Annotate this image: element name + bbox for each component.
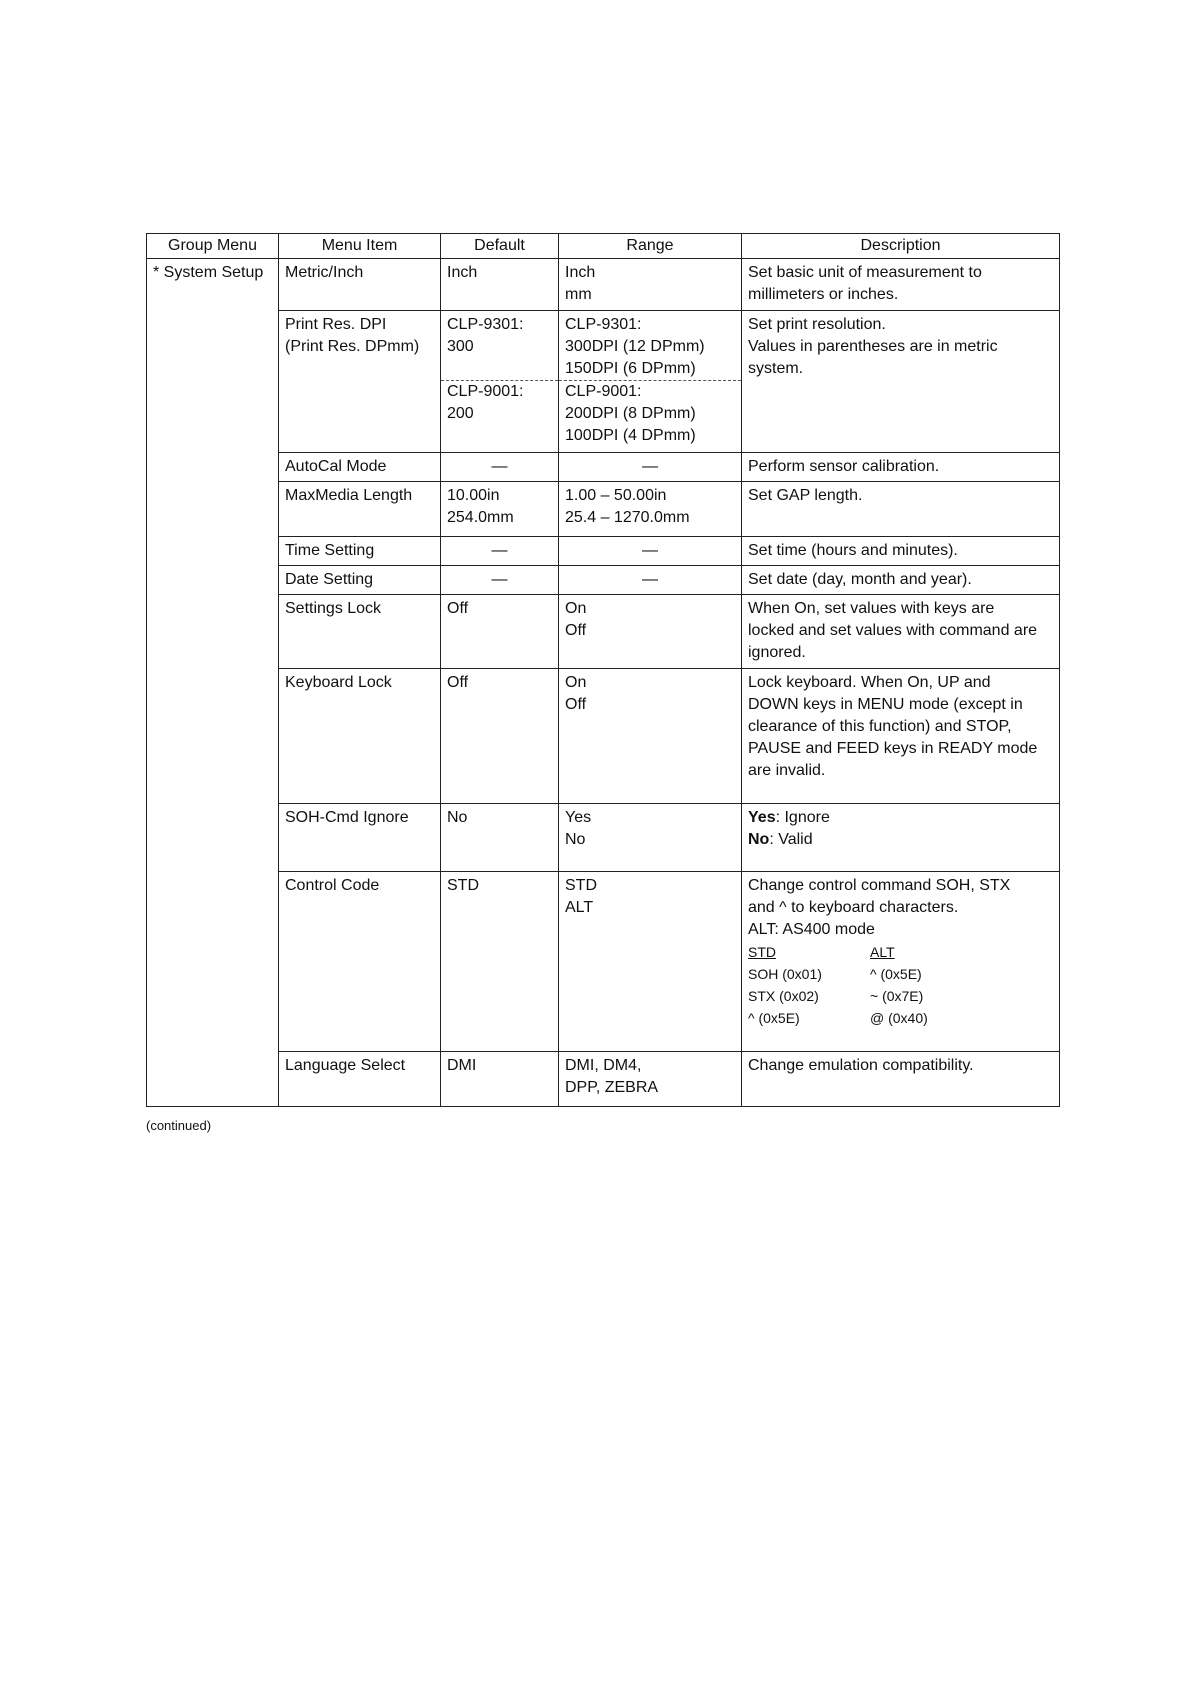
default-value: —: [491, 458, 508, 475]
table-row: [147, 1052, 1060, 1107]
description-cell: [742, 482, 1060, 537]
table-row: [147, 537, 1060, 566]
range-value: Off: [565, 622, 587, 639]
default-value: 10.00in: [447, 487, 500, 504]
description-cell: [742, 566, 1060, 595]
range-value: On: [565, 600, 587, 617]
default-cell: [441, 566, 559, 595]
description-cell: [742, 537, 1060, 566]
item-label: Metric/Inch: [285, 264, 364, 281]
range-value: Off: [565, 696, 587, 713]
mapping-header-alt: ALT: [870, 944, 895, 960]
description-line: millimeters or inches.: [748, 286, 899, 303]
header-menu-item: Menu Item: [279, 234, 441, 259]
table-row: [147, 259, 1060, 311]
default-block-9001: [447, 381, 552, 425]
description-cell: [742, 804, 1060, 872]
range-value: —: [642, 458, 658, 475]
description-line: clearance of this function) and STOP,: [748, 718, 1012, 735]
item-label: MaxMedia Length: [285, 487, 413, 504]
item-label: (Print Res. DPmm): [285, 338, 420, 355]
item-cell: [279, 482, 441, 537]
default-cell: [441, 482, 559, 537]
mapping-header-row: [748, 941, 1053, 963]
range-value: DMI, DM4,: [565, 1057, 642, 1074]
mapping-row: [748, 1007, 1053, 1029]
description-line: locked and set values with command are: [748, 622, 1038, 639]
mapping-std: ^ (0x5E): [748, 1010, 800, 1026]
mapping-alt: @ (0x40): [870, 1010, 928, 1026]
range-value: mm: [565, 286, 592, 303]
item-cell: [279, 1052, 441, 1107]
description-cell: [742, 595, 1060, 669]
description-line: Set GAP length.: [748, 487, 863, 504]
no-text: : Valid: [769, 831, 813, 848]
description-cell: [742, 259, 1060, 311]
range-value: CLP-9001:: [565, 383, 642, 400]
yes-text: : Ignore: [775, 809, 830, 826]
item-cell: [279, 595, 441, 669]
range-value: ALT: [565, 899, 594, 916]
range-value: STD: [565, 877, 597, 894]
description-line: ALT: AS400 mode: [748, 921, 875, 938]
range-cell: [559, 669, 742, 804]
mapping-row: [748, 963, 1053, 985]
header-default: Default: [441, 234, 559, 259]
description-line: Set time (hours and minutes).: [748, 542, 958, 559]
description-line: Change emulation compatibility.: [748, 1057, 974, 1074]
mapping-header-std: STD: [748, 944, 776, 960]
continued-note: (continued): [146, 1118, 212, 1133]
description-line: are invalid.: [748, 762, 826, 779]
item-cell: [279, 311, 441, 453]
description-line: Perform sensor calibration.: [748, 458, 940, 475]
range-block-9001: [565, 381, 735, 447]
description-cell: [742, 872, 1060, 1052]
control-code-mapping: [748, 941, 1053, 1029]
description-line: Values in parentheses are in metric: [748, 338, 998, 355]
description-line: [748, 829, 1053, 851]
item-cell: [279, 566, 441, 595]
item-cell: [279, 804, 441, 872]
item-label: Date Setting: [285, 571, 374, 588]
range-cell: [559, 482, 742, 537]
description-line: ignored.: [748, 644, 806, 661]
table-row: [147, 595, 1060, 669]
default-value: CLP-9001:: [447, 383, 524, 400]
default-value: 300: [447, 338, 474, 355]
default-cell: [441, 595, 559, 669]
no-label: No: [748, 831, 770, 848]
range-value: 200DPI (8 DPmm): [565, 405, 696, 422]
table-row: [147, 804, 1060, 872]
range-value: Inch: [565, 264, 596, 281]
yes-label: Yes: [748, 809, 776, 826]
range-cell: [559, 537, 742, 566]
default-value: CLP-9301:: [447, 316, 524, 333]
mapping-std: STX (0x02): [748, 988, 819, 1004]
default-value: STD: [447, 877, 479, 894]
range-cell: [559, 259, 742, 311]
table-row: [147, 872, 1060, 1052]
default-value: Off: [447, 674, 469, 691]
range-cell: [559, 595, 742, 669]
default-value: 200: [447, 405, 474, 422]
description-line: When On, set values with keys are: [748, 600, 995, 617]
range-value: 1.00 – 50.00in: [565, 487, 667, 504]
description-line: [748, 807, 1053, 829]
mapping-alt: ~ (0x7E): [870, 988, 924, 1004]
range-value: —: [642, 542, 658, 559]
default-cell: [441, 872, 559, 1052]
range-cell: [559, 872, 742, 1052]
description-line: PAUSE and FEED keys in READY mode: [748, 740, 1038, 757]
item-label: Language Select: [285, 1057, 406, 1074]
description-line: Change control command SOH, STX: [748, 877, 1011, 894]
range-cell: [559, 311, 742, 453]
default-value: 254.0mm: [447, 509, 514, 526]
default-value: Inch: [447, 264, 478, 281]
range-value: CLP-9301:: [565, 316, 642, 333]
item-label: SOH-Cmd Ignore: [285, 809, 409, 826]
table-row: [147, 311, 1060, 453]
mapping-alt: ^ (0x5E): [870, 966, 922, 982]
default-value: —: [491, 542, 508, 559]
range-value: 150DPI (6 DPmm): [565, 360, 696, 377]
range-value: 300DPI (12 DPmm): [565, 338, 705, 355]
default-value: DMI: [447, 1057, 477, 1074]
default-cell: [441, 311, 559, 453]
header-description: Description: [742, 234, 1060, 259]
item-cell: [279, 872, 441, 1052]
default-value: —: [491, 571, 508, 588]
item-cell: [279, 669, 441, 804]
table-row: [147, 669, 1060, 804]
range-value: —: [642, 571, 658, 588]
item-label: Control Code: [285, 877, 380, 894]
item-cell: [279, 259, 441, 311]
group-system-setup: [147, 259, 279, 1107]
mapping-row: [748, 985, 1053, 1007]
range-cell: [559, 1052, 742, 1107]
description-cell: [742, 1052, 1060, 1107]
table-row: [147, 453, 1060, 482]
system-setup-table: [146, 233, 1060, 1107]
default-cell: [441, 453, 559, 482]
table-row: [147, 482, 1060, 537]
item-label: Keyboard Lock: [285, 674, 392, 691]
item-cell: [279, 453, 441, 482]
description-line: Set print resolution.: [748, 316, 886, 333]
default-cell: [441, 804, 559, 872]
range-value: 25.4 – 1270.0mm: [565, 509, 690, 526]
item-label: Time Setting: [285, 542, 375, 559]
range-value: DPP, ZEBRA: [565, 1079, 659, 1096]
description-cell: [742, 453, 1060, 482]
description-line: Set basic unit of measurement to: [748, 264, 982, 281]
default-cell: [441, 669, 559, 804]
description-line: system.: [748, 360, 804, 377]
range-block-9301: [565, 314, 735, 380]
default-value: No: [447, 809, 468, 826]
header-group-menu: Group Menu: [147, 234, 279, 259]
default-block-9301: [447, 314, 552, 380]
item-label: AutoCal Mode: [285, 458, 387, 475]
default-cell: [441, 259, 559, 311]
range-value: Yes: [565, 809, 592, 826]
description-line: DOWN keys in MENU mode (except in: [748, 696, 1023, 713]
mapping-std: SOH (0x01): [748, 966, 822, 982]
description-line: and ^ to keyboard characters.: [748, 899, 959, 916]
default-value: Off: [447, 600, 469, 617]
range-value: On: [565, 674, 587, 691]
range-cell: [559, 804, 742, 872]
range-value: 100DPI (4 DPmm): [565, 427, 696, 444]
range-value: No: [565, 831, 586, 848]
item-cell: [279, 537, 441, 566]
range-cell: [559, 453, 742, 482]
description-cell: [742, 669, 1060, 804]
group-label: * System Setup: [153, 264, 264, 281]
item-label: Print Res. DPI: [285, 316, 387, 333]
default-cell: [441, 1052, 559, 1107]
description-line: Set date (day, month and year).: [748, 571, 972, 588]
default-cell: [441, 537, 559, 566]
item-label: Settings Lock: [285, 600, 382, 617]
table-header-row: [147, 234, 1060, 259]
description-line: Lock keyboard. When On, UP and: [748, 674, 991, 691]
header-range: Range: [559, 234, 742, 259]
description-cell: [742, 311, 1060, 453]
table-row: [147, 566, 1060, 595]
range-cell: [559, 566, 742, 595]
